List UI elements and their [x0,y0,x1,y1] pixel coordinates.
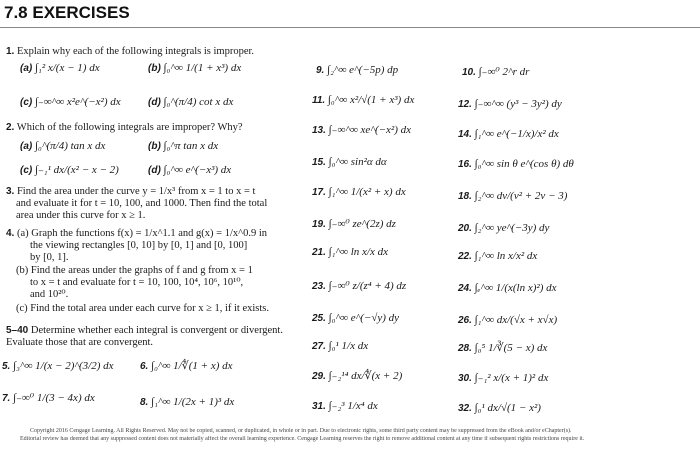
copyright-notice-line1: Copyright 2016 Cengage Learning. All Rights Reserved. May not be copied, scanned, or duplicated, in whole or in part. Due to electronic rights, some third party content may be suppressed from the eBook and/or eChapter(s). [30,428,572,434]
exercise-19: 19. ∫₋∞⁰ ze^(2z) dz [312,218,396,230]
exercise-24: 24. ∫ₑ^∞ 1/(x(ln x)²) dx [458,282,557,294]
exercise-12: 12. ∫₋∞^∞ (y³ − 3y²) dy [458,98,562,110]
problem-2b: (b) ∫₀^π tan x dx [148,140,219,152]
section-title: 7.8 EXERCISES [4,3,130,22]
exercise-30: 30. ∫₋₁² x/(x + 1)² dx [458,372,549,384]
exercise-15: 15. ∫₀^∞ sin²α dα [312,156,387,168]
exercise-5: 5. ∫₃^∞ 1/(x − 2)^(3/2) dx [2,360,114,372]
problem-1b: (b) ∫₀^∞ 1/(1 + x³) dx [148,62,242,74]
exercise-17: 17. ∫₁^∞ 1/(x² + x) dx [312,186,406,198]
title-rule [0,27,700,28]
exercise-10: 10. ∫₋∞⁰ 2^r dr [462,66,530,78]
exercise-16: 16. ∫₀^∞ sin θ e^(cos θ) dθ [458,158,574,170]
problem-4-line2: the viewing rectangles [0, 10] by [0, 1] and [0, 100] [30,240,248,251]
problem-4-line6: and 10²⁰. [30,289,69,300]
exercise-31: 31. ∫₋₂³ 1/x⁴ dx [312,400,378,412]
exercise-27: 27. ∫₀¹ 1/x dx [312,340,369,352]
problem-1c: (c) ∫₋∞^∞ x²e^(−x²) dx [20,96,121,108]
exercise-11: 11. ∫₀^∞ x²/√(1 + x³) dx [312,94,415,106]
exercise-25: 25. ∫₀^∞ e^(−√y) dy [312,312,400,324]
exercise-28: 28. ∫₀⁵ 1/∛(5 − x) dx [458,342,548,354]
exercise-6: 6. ∫₀^∞ 1/∜(1 + x) dx [140,360,233,372]
exercise-29: 29. ∫₋₂¹⁴ dx/∜(x + 2) [312,370,403,382]
exercise-22: 22. ∫₁^∞ ln x/x² dx [458,250,538,262]
problem-2a: (a) ∫₀^(π/4) tan x dx [20,140,106,152]
problem-3-line2: and evaluate it for t = 10, 100, and 1000. Then find the total [16,198,268,209]
exercise-23: 23. ∫₋∞⁰ z/(z⁴ + 4) dz [312,280,407,292]
problem-4-line7: (c) Find the total area under each curve for x ≥ 1, if it exists. [16,303,270,314]
problem-3-line1: 3. Find the area under the curve y = 1/x³ from x = 1 to x = t [6,186,256,197]
problem-4-line3: by [0, 1]. [30,252,69,263]
exercise-32: 32. ∫₀¹ dx/√(1 − x²) [458,402,541,414]
problem-5-40-line2: Evaluate those that are convergent. [6,337,154,348]
problem-3-line3: area under this curve for x ≥ 1. [16,210,146,221]
exercise-14: 14. ∫₁^∞ e^(−1/x)/x² dx [458,128,559,140]
problem-4-line1: 4. (a) Graph the functions f(x) = 1/x^1.1 and g(x) = 1/x^0.9 in [6,228,267,239]
exercise-18: 18. ∫₂^∞ dv/(v² + 2v − 3) [458,190,568,202]
exercise-7: 7. ∫₋∞⁰ 1/(3 − 4x) dx [2,392,95,404]
problem-2: 2. Which of the following integrals are improper? Why? [6,122,243,133]
exercise-8: 8. ∫₁^∞ 1/(2x + 1)³ dx [140,396,235,408]
problem-1: 1. Explain why each of the following integrals is improper. [6,46,255,57]
exercise-21: 21. ∫₁^∞ ln x/x dx [312,246,388,258]
problem-1a: (a) ∫₁² x/(x − 1) dx [20,62,100,74]
exercise-9: 9. ∫₂^∞ e^(−5p) dp [316,64,399,76]
problem-2c: (c) ∫₋₁¹ dx/(x² − x − 2) [20,164,119,176]
problem-1d: (d) ∫₀^(π/4) cot x dx [148,96,234,108]
exercise-26: 26. ∫₁^∞ dx/(√x + x√x) [458,314,558,326]
exercise-20: 20. ∫₂^∞ ye^(−3y) dy [458,222,550,234]
exercise-13: 13. ∫₋∞^∞ xe^(−x²) dx [312,124,412,136]
problem-4-line4: (b) Find the areas under the graphs of f and g from x = 1 [16,265,253,276]
problem-2d: (d) ∫₀^∞ e^(−x³) dx [148,164,232,176]
problem-4-line5: to x = t and evaluate for t = 10, 100, 10⁴, 10⁶, 10¹⁰, [30,277,244,288]
problem-5-40-line1: 5–40 Determine whether each integral is convergent or divergent. [6,325,283,336]
copyright-notice-line2: Editorial review has deemed that any suppressed content does not materially affect the overall learning experience. Cengage Learning reserves the right to remove additional content at any time if subsequent rights restrictions require it. [20,436,585,442]
